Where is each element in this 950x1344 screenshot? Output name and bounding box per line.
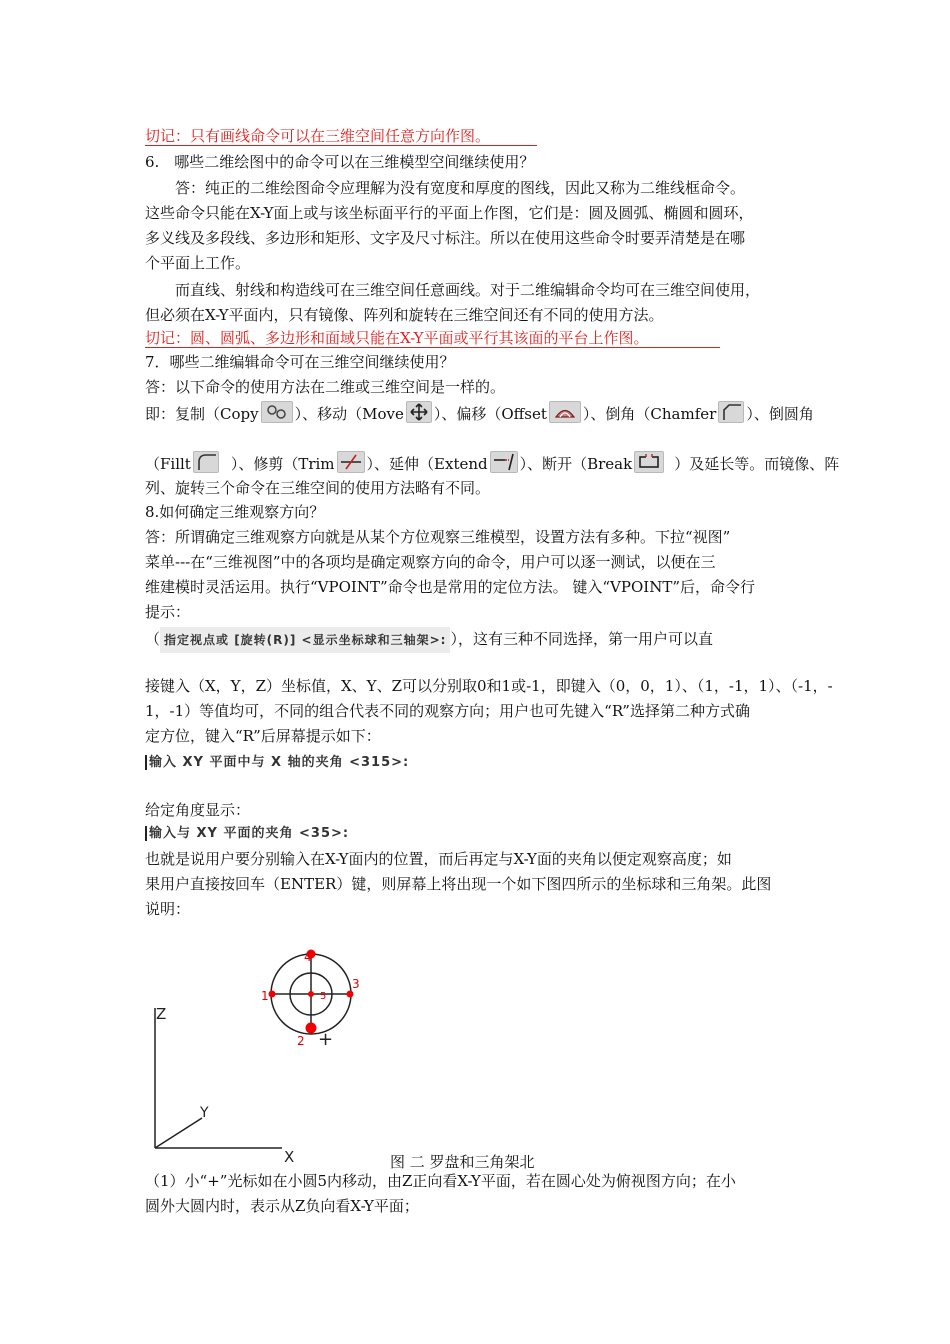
label-4: 4 bbox=[304, 950, 312, 964]
and-extend-text: ）及延长等。而镜像、阵 bbox=[674, 455, 840, 473]
figure-caption: 图 二 罗盘和三角架北 bbox=[390, 1153, 535, 1171]
offset-text: ）、偏移（Offset bbox=[433, 405, 547, 423]
question-7: 7．哪些二维编辑命令可在三维空间继续使用？ bbox=[145, 353, 455, 371]
angle-prompt-1-text: 输入 XY 平面中与 X 轴的夹角 <315>: bbox=[149, 755, 410, 770]
fillt-text: （Fillt bbox=[145, 455, 191, 473]
tripod-axes bbox=[155, 1005, 294, 1166]
answer-7-commands-row-2 bbox=[145, 452, 839, 476]
warning-line-1: 切记：只有画线命令可以在三维空间任意方向作图。 bbox=[145, 127, 491, 145]
y-axis-label: Y bbox=[200, 1105, 209, 1121]
marker-1 bbox=[269, 991, 276, 998]
answer-8-line-9: 给定角度显示： bbox=[145, 801, 251, 819]
answer-8-line-2: 菜单---在“三维视图”中的各项均是确定观察方向的命令，用户可以逐一测试，以便在三 bbox=[145, 553, 716, 571]
open-paren: （ bbox=[145, 630, 161, 648]
answer-8-line-3: 维建模时灵活运用。执行“VPOINT”命令也是常用的定位方法。 键入“VPOINT”后，命令行 bbox=[145, 578, 756, 596]
fillet-text: ）、倒圆角 bbox=[746, 405, 814, 423]
answer-6-line-3: 多义线及多段线、多边形和矩形、文字及尺寸标注。所以在使用这些命令时要弄清楚是在哪 bbox=[145, 229, 746, 247]
answer-6-line-4: 个平面上工作。 bbox=[145, 254, 251, 272]
question-8: 8.如何确定三维观察方向？ bbox=[145, 503, 325, 521]
label-2: 2 bbox=[297, 1034, 305, 1048]
extend-text: ）、延伸（Extend bbox=[366, 455, 488, 473]
angle-prompt-1 bbox=[145, 751, 409, 770]
copy-text: 即：复制（Copy bbox=[145, 405, 259, 423]
answer-8-line-7: 1，-1）等值均可，不同的组合代表不同的观察方向；用户也可先键入“R”选择第二种方式确 bbox=[145, 702, 750, 720]
angle-prompt-2-text: 输入与 XY 平面的夹角 <35>: bbox=[149, 826, 350, 841]
answer-8-line-4: 提示： bbox=[145, 603, 191, 621]
extend-icon bbox=[490, 451, 518, 473]
answer-8-line-12: 说明： bbox=[145, 900, 191, 918]
answer-6-line-6: 但必须在X-Y平面内，只有镜像、阵列和旋转在三维空间还有不同的使用方法。 bbox=[145, 306, 664, 324]
break-icon bbox=[634, 451, 664, 473]
vpoint-prompt: 指定视点或 [旋转(R)] <显示坐标球和三轴架>: bbox=[160, 627, 450, 653]
warning-line-2: 切记：圆、圆弧、多边形和面域只能在X-Y平面或平行其该面的平台上作图。 bbox=[145, 329, 649, 347]
marker-3 bbox=[347, 991, 354, 998]
marker-center bbox=[308, 991, 314, 997]
y-axis-line bbox=[155, 1118, 202, 1148]
vpoint-explain: ），这有三种不同选择，第一用户可以直 bbox=[450, 630, 713, 648]
answer-8-line-8: 定方位，键入“R”后屏幕提示如下： bbox=[145, 727, 381, 745]
answer-7-line-1: 答：以下命令的使用方法在二维或三维空间是一样的。 bbox=[145, 378, 506, 396]
move-text: ）、移动（Move bbox=[294, 405, 404, 423]
answer-7-line-4: 列、旋转三个命令在三维空间的使用方法略有不同。 bbox=[145, 479, 491, 497]
answer-8-line-11: 果用户直接按回车（ENTER）键，则屏幕上将出现一个如下图四所示的坐标球和三角架。此图 bbox=[145, 875, 772, 893]
chamfer-text: ）、倒角（Chamfer bbox=[582, 405, 717, 423]
x-axis-label: X bbox=[284, 1148, 295, 1166]
label-1: 1 bbox=[261, 989, 269, 1003]
trim-text: ）、修剪（Trim bbox=[230, 455, 335, 473]
answer-8-line-6: 接键入（X，Y，Z）坐标值，X、Y、Z可以分别取0和1或-1，即键入（0，0，1）、（1，-1，1）、（-1，- bbox=[145, 677, 833, 695]
label-5: 5 bbox=[320, 991, 327, 1002]
fillet-icon bbox=[193, 451, 219, 473]
answer-6-line-2: 这些命令只能在X-Y面上或与该坐标面平行的平面上作图，它们是：圆及圆弧、椭圆和圆环， bbox=[145, 204, 754, 222]
label-3: 3 bbox=[352, 977, 360, 991]
marker-2 bbox=[306, 1023, 317, 1034]
trim-icon bbox=[337, 451, 365, 473]
answer-7-commands-row-1 bbox=[145, 402, 814, 426]
break-text: ）、断开（Break bbox=[519, 455, 633, 473]
answer-8-line-10: 也就是说用户要分别输入在X-Y面内的位置，而后再定与X-Y面的夹角以便定观察高度；如 bbox=[145, 850, 732, 868]
answer-8-line-1: 答：所谓确定三维观察方向就是从某个方位观察三维模型，设置方法有多种。下拉“视图” bbox=[145, 528, 731, 546]
point-1-line-2: 圆外大圆内时，表示从Z负向看X-Y平面； bbox=[145, 1197, 419, 1215]
copy-icon bbox=[261, 401, 293, 423]
compass bbox=[261, 950, 360, 1051]
z-axis-label: Z bbox=[156, 1005, 167, 1023]
answer-6-line-1: 答：纯正的二维绘图命令应理解为没有宽度和厚度的图线，因此又称为二维线框命令。 bbox=[175, 179, 746, 197]
vpoint-command-line bbox=[145, 627, 713, 651]
warning-underline-1 bbox=[145, 145, 537, 146]
answer-6-line-5: 而直线、射线和构造线可在三维空间任意画线。对于二维编辑命令均可在三维空间使用， bbox=[175, 281, 761, 299]
move-icon bbox=[406, 401, 432, 423]
point-1-line-1: （1）小“+”光标如在小圆5内移动，由Z正向看X-Y平面，若在圆心处为俯视图方向；在小 bbox=[145, 1172, 736, 1190]
warning-underline-2 bbox=[145, 347, 720, 348]
offset-icon bbox=[549, 401, 581, 423]
compass-tripod-figure bbox=[140, 942, 380, 1172]
plus-cursor: + bbox=[318, 1029, 334, 1050]
angle-prompt-2 bbox=[145, 822, 349, 841]
cursor-caret bbox=[145, 826, 147, 841]
question-6: 6. 哪些二维绘图中的命令可以在三维模型空间继续使用？ bbox=[145, 153, 535, 171]
chamfer-icon bbox=[718, 401, 744, 423]
cursor-caret bbox=[145, 755, 147, 770]
